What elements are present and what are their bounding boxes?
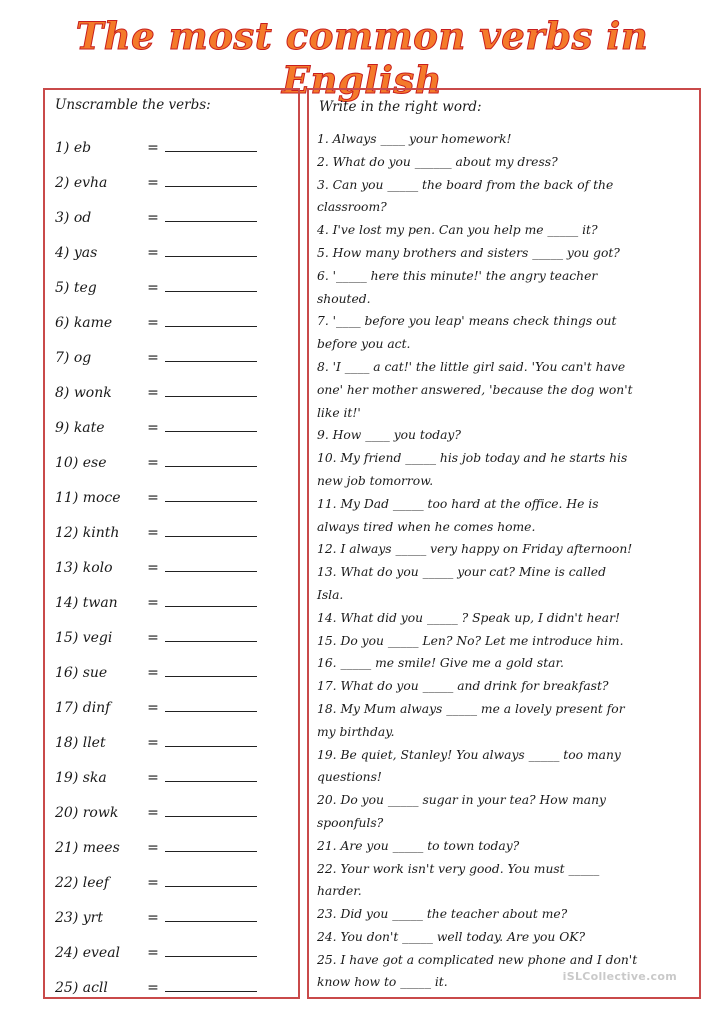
sentence-line: 16. _____ me smile! Give me a gold star. — [317, 656, 564, 671]
sentence-line: 20. Do you _____ sugar in your tea? How many — [317, 793, 606, 808]
sentence-line: 1. Always ____ your homework! — [317, 132, 512, 146]
unscramble-row — [55, 550, 290, 585]
answer-line[interactable] — [165, 641, 257, 642]
scrambled-word: 20) rowk — [55, 804, 119, 821]
scrambled-word: 13) kolo — [55, 559, 113, 576]
scrambled-word: 9) kate — [55, 419, 105, 436]
sentence-line: Isla. — [317, 587, 344, 602]
equals-sign: = — [147, 454, 159, 471]
equals-sign: = — [147, 139, 159, 156]
scrambled-word: 25) acll — [55, 979, 108, 996]
unscramble-row — [55, 200, 290, 235]
sentence-line: like it!' — [317, 405, 361, 420]
unscramble-row — [55, 515, 290, 550]
sentence-line: spoonfuls? — [317, 815, 384, 830]
scrambled-word: 24) eveal — [55, 944, 121, 961]
sentence-line: 5. How many brothers and sisters _____ you got? — [317, 245, 620, 260]
unscramble-row — [55, 900, 290, 935]
watermark: iSLCollective.com — [562, 970, 677, 983]
sentence-line: 24. You don't _____ well today. Are you OK? — [317, 929, 586, 944]
scrambled-word: 22) leef — [55, 874, 109, 891]
sentence-line: 19. Be quiet, Stanley! You always _____ too many — [317, 747, 621, 762]
answer-line[interactable] — [165, 501, 257, 502]
sentence-line: 6. '_____ here this minute!' the angry teacher — [317, 268, 598, 283]
unscramble-row — [55, 935, 290, 970]
equals-sign: = — [147, 174, 159, 191]
scrambled-word: 12) kinth — [55, 524, 120, 541]
sentence-line: one' her mother answered, 'because the dog won't — [317, 382, 633, 397]
sentence-line: 23. Did you _____ the teacher about me? — [317, 907, 568, 922]
answer-line[interactable] — [165, 816, 257, 817]
unscramble-row — [55, 445, 290, 480]
answer-line[interactable] — [165, 991, 257, 992]
equals-sign: = — [147, 944, 159, 961]
equals-sign: = — [147, 909, 159, 926]
scrambled-word: 21) mees — [55, 839, 120, 856]
sentence-line: 9. How ____ you today? — [317, 428, 461, 443]
equals-sign: = — [147, 559, 159, 576]
answer-line[interactable] — [165, 221, 257, 222]
unscramble-row — [55, 270, 290, 305]
answer-line[interactable] — [165, 256, 257, 257]
sentence-line: shouted. — [317, 291, 371, 306]
scrambled-word: 11) moce — [55, 489, 121, 506]
scrambled-word: 1) eb — [55, 139, 92, 156]
answer-line[interactable] — [165, 466, 257, 467]
sentence-line: 12. I always _____ very happy on Friday afternoon! — [317, 542, 633, 557]
unscramble-row — [55, 305, 290, 340]
answer-line[interactable] — [165, 291, 257, 292]
sentence-line: harder. — [317, 884, 362, 899]
answer-line[interactable] — [165, 781, 257, 782]
sentence-line: 21. Are you _____ to town today? — [317, 838, 520, 853]
unscramble-panel — [43, 88, 300, 999]
sentence-line: 14. What did you _____ ? Speak up, I didn't hear! — [317, 610, 620, 625]
equals-sign: = — [147, 664, 159, 681]
equals-sign: = — [147, 804, 159, 821]
unscramble-row — [55, 690, 290, 725]
unscramble-row — [55, 970, 290, 1005]
unscramble-row — [55, 165, 290, 200]
equals-sign: = — [147, 524, 159, 541]
fill-in-panel — [307, 88, 701, 999]
sentence-line: 11. My Dad _____ too hard at the office. He is — [317, 496, 599, 511]
equals-sign: = — [147, 384, 159, 401]
answer-line[interactable] — [165, 396, 257, 397]
sentence-line: 25. I have got a complicated new phone and I don't — [317, 952, 638, 967]
answer-line[interactable] — [165, 956, 257, 957]
sentence-line: 8. 'I ____ a cat!' the little girl said. 'You can't have — [317, 359, 626, 374]
equals-sign: = — [147, 279, 159, 296]
unscramble-row — [55, 410, 290, 445]
answer-line[interactable] — [165, 536, 257, 537]
unscramble-row — [55, 865, 290, 900]
scrambled-word: 23) yrt — [55, 909, 103, 926]
sentence-line: 7. '____ before you leap' means check things out — [317, 314, 617, 329]
worksheet-title: The most common verbs in English — [75, 14, 649, 102]
scrambled-word: 4) yas — [55, 244, 98, 261]
scrambled-word: 3) od — [55, 209, 92, 226]
unscramble-row — [55, 830, 290, 865]
unscramble-row — [55, 655, 290, 690]
unscramble-row — [55, 760, 290, 795]
equals-sign: = — [147, 419, 159, 436]
scrambled-word: 15) vegi — [55, 629, 113, 646]
scrambled-word: 17) dinf — [55, 699, 111, 716]
unscramble-row — [55, 585, 290, 620]
answer-line[interactable] — [165, 151, 257, 152]
equals-sign: = — [147, 489, 159, 506]
sentence-line: 15. Do you _____ Len? No? Let me introduce him. — [317, 633, 624, 648]
answer-line[interactable] — [165, 746, 257, 747]
sentence-line: before you act. — [317, 337, 411, 352]
answer-line[interactable] — [165, 711, 257, 712]
equals-sign: = — [147, 594, 159, 611]
unscramble-row — [55, 340, 290, 375]
scrambled-word: 18) llet — [55, 734, 106, 751]
answer-line[interactable] — [165, 851, 257, 852]
sentence-line: 18. My Mum always _____ me a lovely present for — [317, 701, 625, 716]
sentence-line: classroom? — [317, 200, 387, 215]
equals-sign: = — [147, 314, 159, 331]
answer-line[interactable] — [165, 886, 257, 887]
scrambled-word: 7) og — [55, 349, 92, 366]
scrambled-word: 5) teg — [55, 279, 97, 296]
unscramble-row — [55, 795, 290, 830]
scrambled-word: 14) twan — [55, 594, 118, 611]
answer-line[interactable] — [165, 571, 257, 572]
sentence-line: know how to _____ it. — [317, 975, 448, 990]
unscramble-row — [55, 480, 290, 515]
fill-in-heading: Write in the right word: — [319, 99, 482, 115]
equals-sign: = — [147, 839, 159, 856]
scrambled-word: 2) evha — [55, 174, 108, 191]
sentence-line: 2. What do you ______ about my dress? — [317, 154, 558, 169]
equals-sign: = — [147, 244, 159, 261]
answer-line[interactable] — [165, 676, 257, 677]
unscramble-row — [55, 235, 290, 270]
answer-line[interactable] — [165, 921, 257, 922]
sentence-line: questions! — [317, 770, 382, 785]
equals-sign: = — [147, 629, 159, 646]
sentence-line: always tired when he comes home. — [317, 519, 536, 534]
equals-sign: = — [147, 769, 159, 786]
sentence-line: 22. Your work isn't very good. You must _____ — [317, 861, 600, 876]
answer-line[interactable] — [165, 606, 257, 607]
equals-sign: = — [147, 874, 159, 891]
unscramble-row — [55, 375, 290, 410]
scrambled-word: 19) ska — [55, 769, 107, 786]
equals-sign: = — [147, 209, 159, 226]
scrambled-word: 8) wonk — [55, 384, 112, 401]
sentence-line: 17. What do you _____ and drink for breakfast? — [317, 679, 609, 694]
answer-line[interactable] — [165, 326, 257, 327]
unscramble-list — [55, 130, 290, 1005]
sentence-line: 3. Can you _____ the board from the back of the — [317, 177, 614, 192]
scrambled-word: 6) kame — [55, 314, 113, 331]
sentence-line: 13. What do you _____ your cat? Mine is called — [317, 565, 606, 580]
sentence-line: 10. My friend _____ his job today and he starts his — [317, 451, 628, 466]
scrambled-word: 10) ese — [55, 454, 107, 471]
answer-line[interactable] — [165, 361, 257, 362]
unscramble-row — [55, 725, 290, 760]
sentence-line: my birthday. — [317, 724, 395, 739]
equals-sign: = — [147, 349, 159, 366]
unscramble-row — [55, 130, 290, 165]
sentence-list — [317, 128, 695, 994]
equals-sign: = — [147, 699, 159, 716]
scrambled-word: 16) sue — [55, 664, 108, 681]
sentence-line: 4. I've lost my pen. Can you help me _____ it? — [317, 223, 598, 238]
answer-line[interactable] — [165, 431, 257, 432]
unscramble-row — [55, 620, 290, 655]
unscramble-heading: Unscramble the verbs: — [55, 97, 211, 113]
equals-sign: = — [147, 979, 159, 996]
sentence-line: new job tomorrow. — [317, 473, 434, 488]
equals-sign: = — [147, 734, 159, 751]
answer-line[interactable] — [165, 186, 257, 187]
